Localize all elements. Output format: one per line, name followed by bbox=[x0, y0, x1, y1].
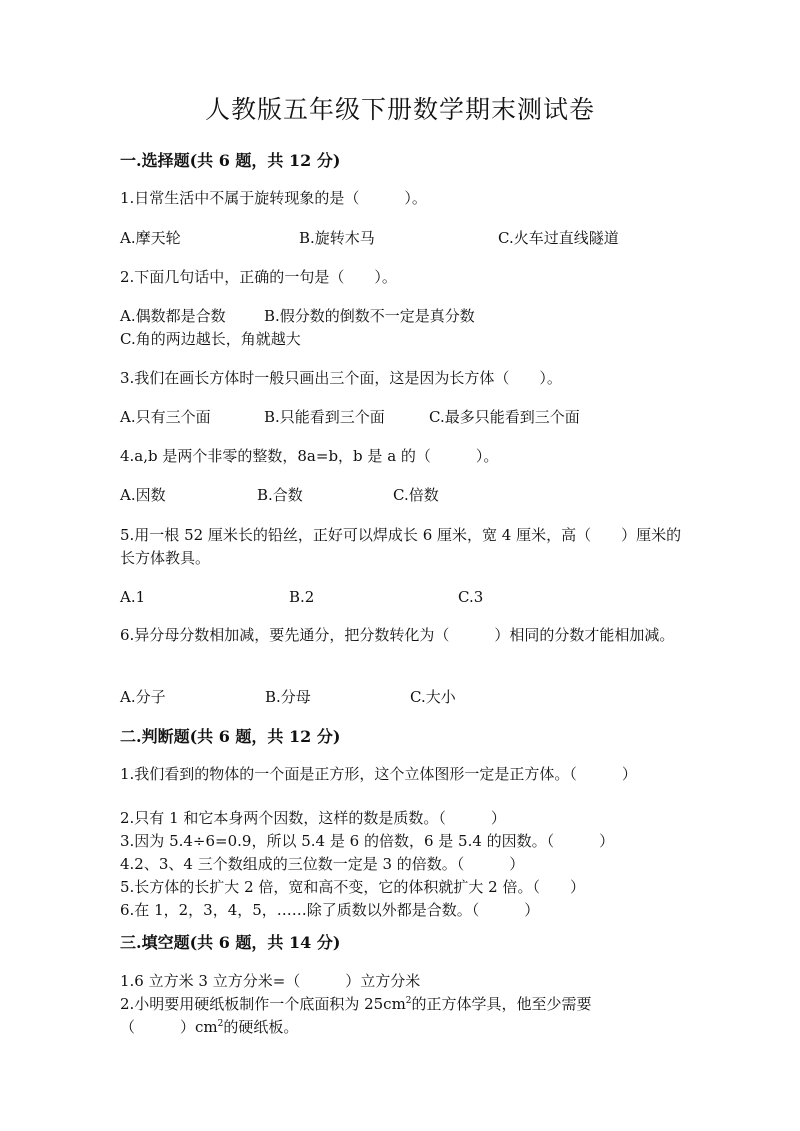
option-c: C.3 bbox=[458, 588, 484, 606]
fill-item-2: 2.小明要用硬纸板制作一个底面积为 $25cm^2$的正方体学具，他至少需要（ ）$cm^2$的硬纸板。 bbox=[120, 995, 592, 1036]
choice-question-6: 6.异分母分数相加减，要先通分，把分数转化为（ ）相同的分数才能相加减。 bbox=[120, 626, 675, 644]
judge-item-4: 4.2、3、4 三个数组成的三位数一定是 3 的倍数。（ ） bbox=[120, 855, 525, 873]
option-c: C.倍数 bbox=[393, 486, 439, 504]
option-b: B.只能看到三个面 bbox=[264, 408, 385, 426]
section-heading-choice: 一.选择题(共 6 题，共 12 分) bbox=[120, 151, 341, 170]
choice-options-6 bbox=[120, 686, 690, 708]
choice-question-2: 2.下面几句话中，正确的一句是（ ）。 bbox=[120, 268, 397, 286]
judge-item-6: 6.在 1，2，3，4，5，……除了质数以外都是合数。（ ） bbox=[120, 901, 540, 919]
judge-item-1: 1.我们看到的物体的一个面是正方形，这个立体图形一定是正方体。（ ） bbox=[120, 765, 637, 783]
option-b: B.2 bbox=[289, 588, 315, 606]
option-b: B.假分数的倒数不一定是真分数 bbox=[264, 307, 475, 325]
option-b: B.旋转木马 bbox=[299, 229, 375, 247]
option-c: C.角的两边越长，角就越大 bbox=[120, 330, 301, 348]
option-c: C.火车过直线隧道 bbox=[498, 229, 619, 247]
choice-question-3: 3.我们在画长方体时一般只画出三个面，这是因为长方体（ ）。 bbox=[120, 369, 562, 387]
choice-question-4: 4.a,b 是两个非零的整数，8a=b，b 是 a 的（ ）。 bbox=[120, 447, 499, 465]
fill-item-1: 1.6 立方米 3 立方分米=（ ）立方分米 bbox=[120, 972, 421, 990]
option-a: A.1 bbox=[120, 588, 146, 606]
option-a: A.只有三个面 bbox=[120, 408, 211, 426]
option-a: A.摩天轮 bbox=[120, 229, 181, 247]
choice-options-1 bbox=[120, 227, 690, 249]
option-c: C.大小 bbox=[410, 688, 456, 706]
option-a: A.偶数都是合数 bbox=[120, 307, 226, 325]
choice-options-5 bbox=[120, 586, 690, 608]
option-a: A.分子 bbox=[120, 688, 166, 706]
judge-item-5: 5.长方体的长扩大 2 倍，宽和高不变，它的体积就扩大 2 倍。（ ） bbox=[120, 878, 585, 896]
choice-question-1: 1.日常生活中不属于旋转现象的是（ ）。 bbox=[120, 189, 427, 207]
section-heading-judge: 二.判断题(共 6 题，共 12 分) bbox=[120, 727, 341, 746]
judge-item-2: 2.只有 1 和它本身两个因数，这样的数是质数。（ ） bbox=[120, 809, 506, 827]
choice-options-4 bbox=[120, 484, 690, 506]
choice-question-5: 5.用一根 52 厘米长的铅丝，正好可以焊成长 6 厘米，宽 4 厘米，高（ ）厘米的长方体教具。 bbox=[120, 526, 682, 567]
option-a: A.因数 bbox=[120, 486, 166, 504]
choice-options-3 bbox=[120, 406, 690, 428]
page-title: 人教版五年级下册数学期末测试卷 bbox=[204, 95, 595, 124]
option-c: C.最多只能看到三个面 bbox=[429, 408, 580, 426]
option-b: B.合数 bbox=[257, 486, 303, 504]
option-b: B.分母 bbox=[265, 688, 311, 706]
choice-options-2 bbox=[120, 305, 685, 351]
judge-item-3: 3.因为 5.4÷6=0.9，所以 5.4 是 6 的倍数，6 是 5.4 的因数。（ ） bbox=[120, 832, 615, 850]
section-heading-fill: 三.填空题(共 6 题，共 14 分) bbox=[120, 933, 341, 952]
